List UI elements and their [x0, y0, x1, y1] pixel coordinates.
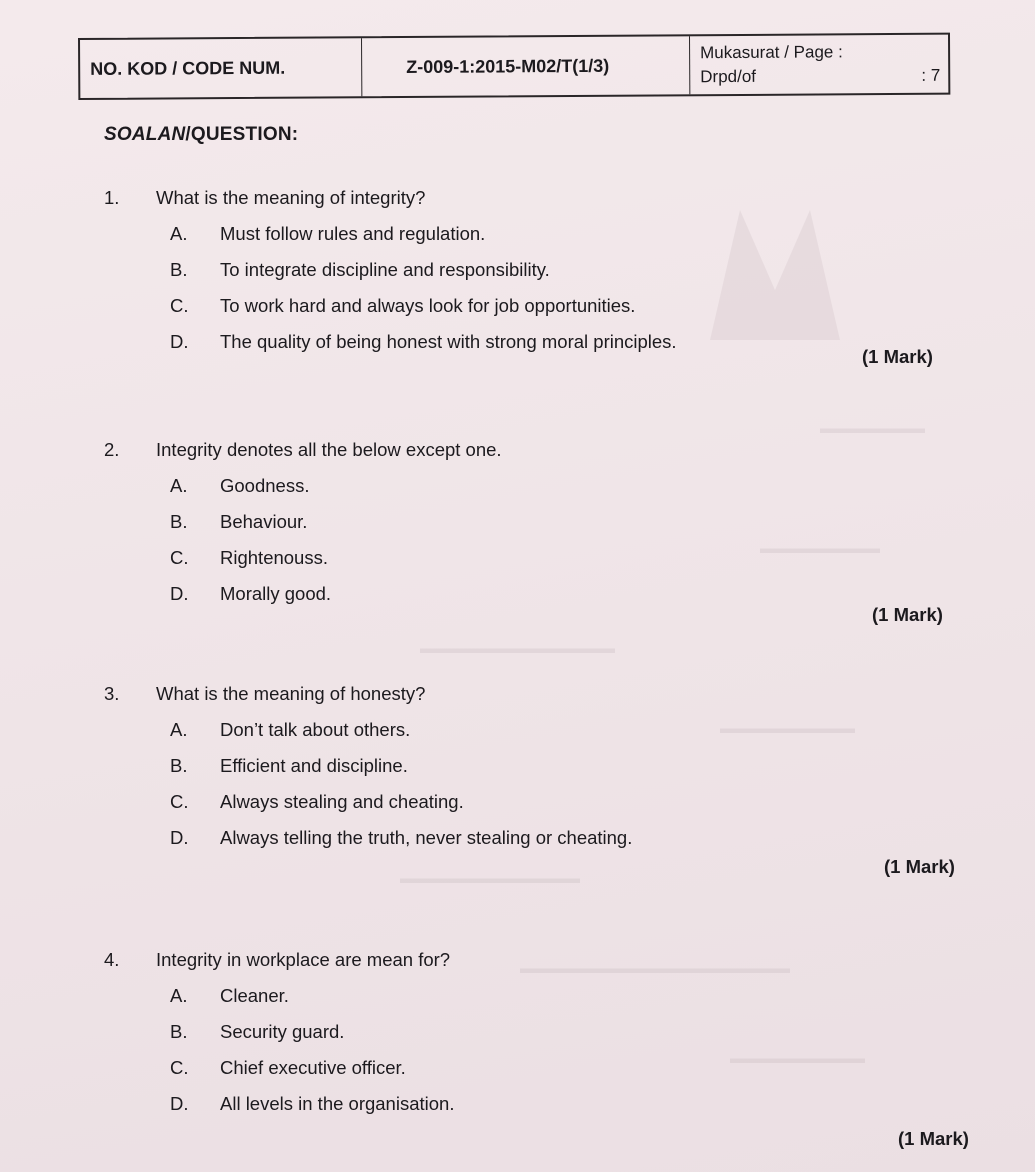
option-d[interactable]	[170, 820, 632, 856]
question-text: What is the meaning of honesty?	[156, 683, 426, 704]
page-of-row	[700, 64, 940, 89]
code-value: Z-009-1:2015-M02/T(1/3)	[362, 36, 690, 96]
option-text: Goodness.	[220, 475, 310, 496]
option-c[interactable]	[170, 1050, 454, 1086]
watermark-logo	[700, 180, 850, 350]
option-label: B.	[170, 755, 188, 776]
page-of-label: Drpd/of	[700, 66, 757, 87]
option-d[interactable]	[170, 576, 502, 612]
option-label: C.	[170, 1057, 189, 1078]
option-text: Don’t talk about others.	[220, 719, 411, 740]
option-text: To integrate discipline and responsibility.	[220, 259, 550, 280]
option-text: To work hard and always look for job opportunities.	[220, 295, 636, 316]
option-a[interactable]	[170, 712, 632, 748]
option-b[interactable]	[170, 504, 502, 540]
option-b[interactable]	[170, 748, 632, 784]
question-text: Integrity in workplace are mean for?	[156, 949, 451, 970]
show-through-text: ▬▬▬▬▬▬▬▬▬	[720, 720, 855, 737]
option-label: D.	[170, 583, 189, 604]
option-b[interactable]	[170, 1014, 454, 1050]
option-label: C.	[170, 547, 189, 568]
option-text: All levels in the organisation.	[220, 1093, 455, 1114]
option-label: C.	[170, 295, 189, 316]
question-4-mark: (1 Mark)	[898, 1128, 969, 1149]
option-a[interactable]	[170, 468, 502, 504]
page-of-value: : 7	[921, 65, 941, 85]
section-title-malay: SOALAN	[104, 124, 186, 145]
code-header-table	[78, 33, 950, 100]
option-text: Behaviour.	[220, 511, 308, 532]
option-label: A.	[170, 719, 188, 740]
show-through-text: ▬▬▬▬▬▬▬▬▬▬▬▬	[400, 870, 580, 887]
question-3	[104, 676, 632, 856]
option-a[interactable]	[170, 216, 677, 252]
option-label: B.	[170, 1021, 188, 1042]
option-label: B.	[170, 511, 188, 532]
option-text: Always telling the truth, never stealing or cheating.	[220, 827, 633, 848]
option-label: A.	[170, 985, 188, 1006]
option-text: Must follow rules and regulation.	[220, 223, 486, 244]
show-through-text: ▬▬▬▬▬▬▬▬	[760, 540, 880, 557]
option-d[interactable]	[170, 1086, 454, 1122]
option-label: D.	[170, 827, 189, 848]
option-text: Cleaner.	[220, 985, 289, 1006]
option-label: D.	[170, 331, 189, 352]
section-title-english: QUESTION:	[190, 124, 299, 145]
question-4	[104, 942, 454, 1122]
page-label: Mukasurat / Page :	[700, 42, 843, 63]
option-label: B.	[170, 259, 188, 280]
show-through-text: ▬▬▬▬▬▬▬	[820, 420, 925, 437]
option-c[interactable]	[170, 784, 632, 820]
option-text: Chief executive officer.	[220, 1057, 406, 1078]
show-through-text: ▬▬▬▬▬▬▬▬▬▬▬▬▬	[420, 640, 615, 657]
question-text: What is the meaning of integrity?	[156, 187, 426, 208]
question-1	[104, 180, 677, 360]
option-d[interactable]	[170, 324, 677, 360]
question-number: 4.	[104, 949, 120, 970]
option-text: Efficient and discipline.	[220, 755, 408, 776]
option-text: Rightenouss.	[220, 547, 328, 568]
section-title: SOALAN/QUESTION:	[104, 124, 299, 145]
option-c[interactable]	[170, 288, 677, 324]
option-b[interactable]	[170, 252, 677, 288]
question-2	[104, 432, 502, 612]
option-c[interactable]	[170, 540, 502, 576]
question-text: Integrity denotes all the below except one.	[156, 439, 502, 460]
option-label: A.	[170, 475, 188, 496]
question-number: 2.	[104, 439, 120, 460]
question-number: 1.	[104, 187, 120, 208]
question-2-mark: (1 Mark)	[872, 604, 943, 625]
option-a[interactable]	[170, 978, 454, 1014]
option-text: Always stealing and cheating.	[220, 791, 464, 812]
page-info	[690, 35, 948, 95]
question-1-mark: (1 Mark)	[862, 346, 933, 367]
option-text: Morally good.	[220, 583, 332, 604]
question-number: 3.	[104, 683, 120, 704]
option-label: C.	[170, 791, 189, 812]
show-through-text: ▬▬▬▬▬▬▬▬▬	[730, 1050, 865, 1067]
show-through-text: ▬▬▬▬▬▬▬▬▬▬▬▬▬▬▬▬▬▬	[520, 960, 790, 977]
option-text: The quality of being honest with strong moral principles.	[220, 331, 677, 352]
option-text: Security guard.	[220, 1021, 345, 1042]
code-label: NO. KOD / CODE NUM.	[80, 38, 362, 98]
question-3-mark: (1 Mark)	[884, 856, 955, 877]
option-label: A.	[170, 223, 188, 244]
option-label: D.	[170, 1093, 189, 1114]
